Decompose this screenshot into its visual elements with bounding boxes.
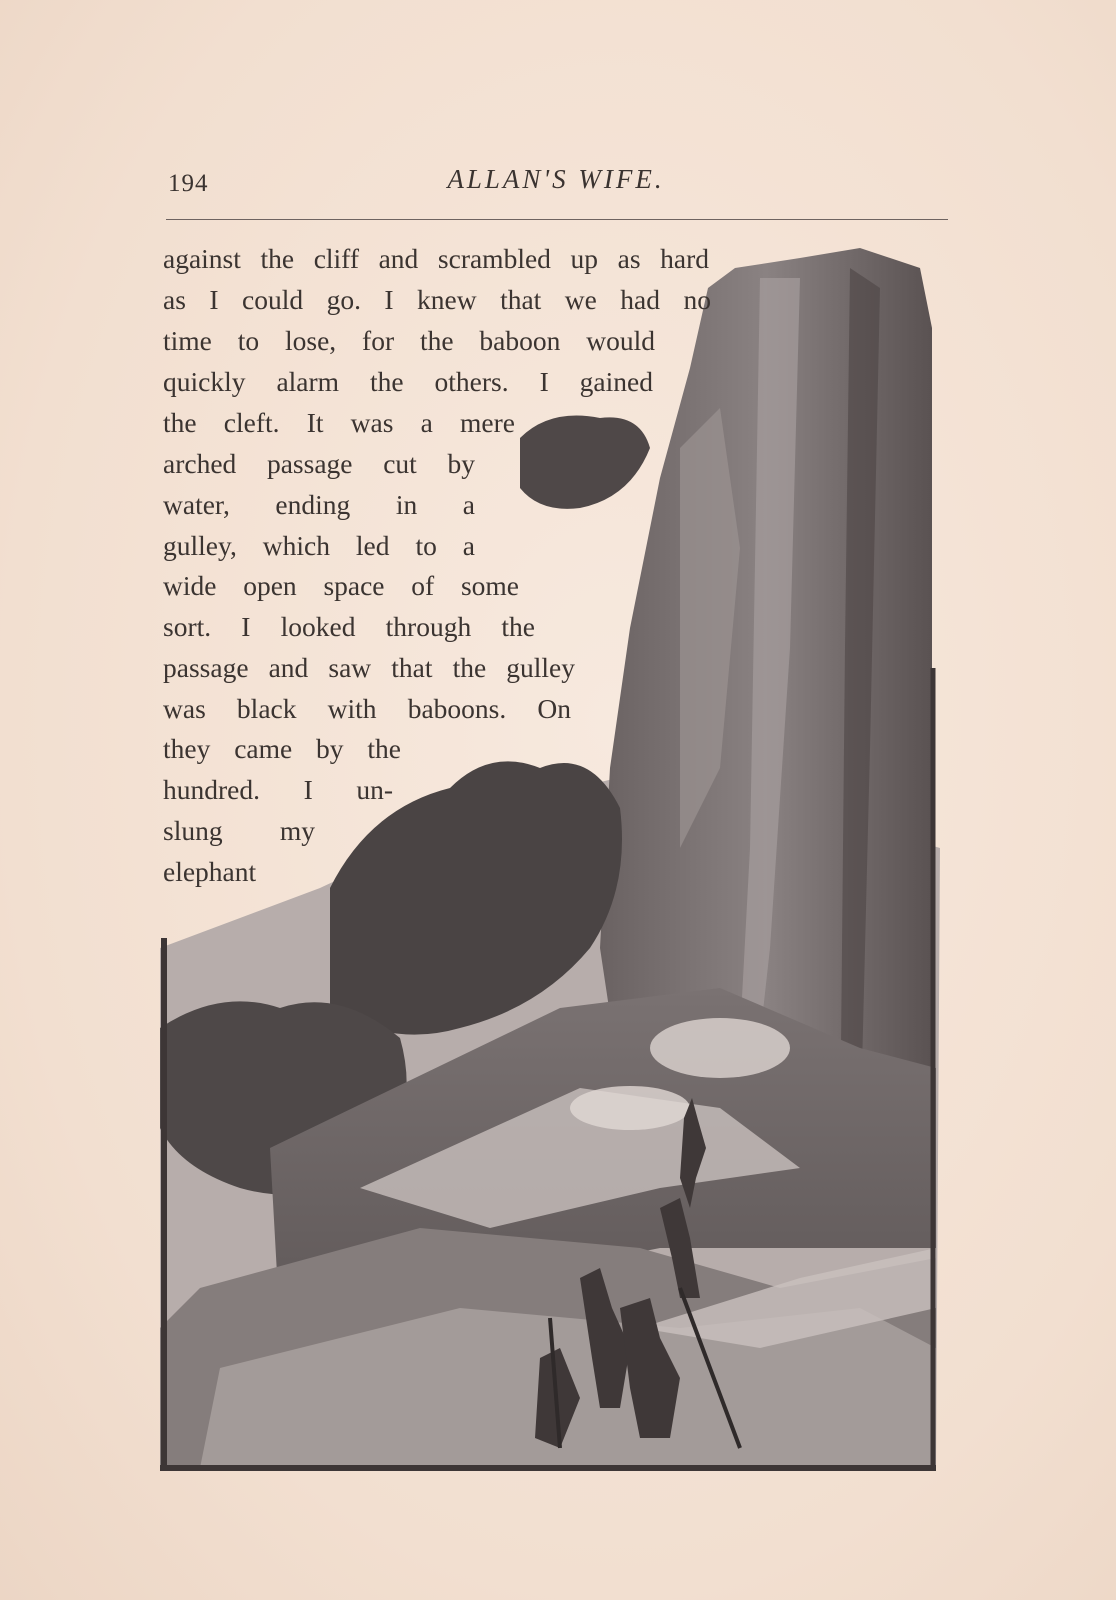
text-line: gulley, which led to a: [163, 530, 475, 561]
running-head: [166, 160, 946, 200]
text-line: against the cliff and scrambled up as hard: [163, 243, 709, 274]
text-line: wide open space of some: [163, 570, 519, 601]
running-title: ALLAN'S WIFE.: [447, 164, 665, 194]
text-line: was black with baboons. On: [163, 693, 571, 724]
text-line: elephant: [163, 856, 257, 887]
text-line: quickly alarm the others. I gained: [163, 366, 653, 397]
text-line: hundred. I un-: [163, 774, 393, 805]
text-line: they came by the: [163, 733, 401, 764]
page-number: 194: [168, 170, 209, 197]
text-line: as I could go. I knew that we had no: [163, 284, 711, 315]
text-line: arched passage cut by: [163, 448, 475, 479]
text-line: the cleft. It was a mere: [163, 407, 515, 438]
text-line: water, ending in a: [163, 489, 475, 520]
text-line: passage and saw that the gulley: [163, 652, 575, 683]
header-rule: [166, 219, 948, 220]
text-line: slung my: [163, 815, 315, 846]
text-line: sort. I looked through the: [163, 611, 535, 642]
text-line: time to lose, for the baboon would: [163, 325, 655, 356]
cliff-tree: [520, 416, 650, 509]
